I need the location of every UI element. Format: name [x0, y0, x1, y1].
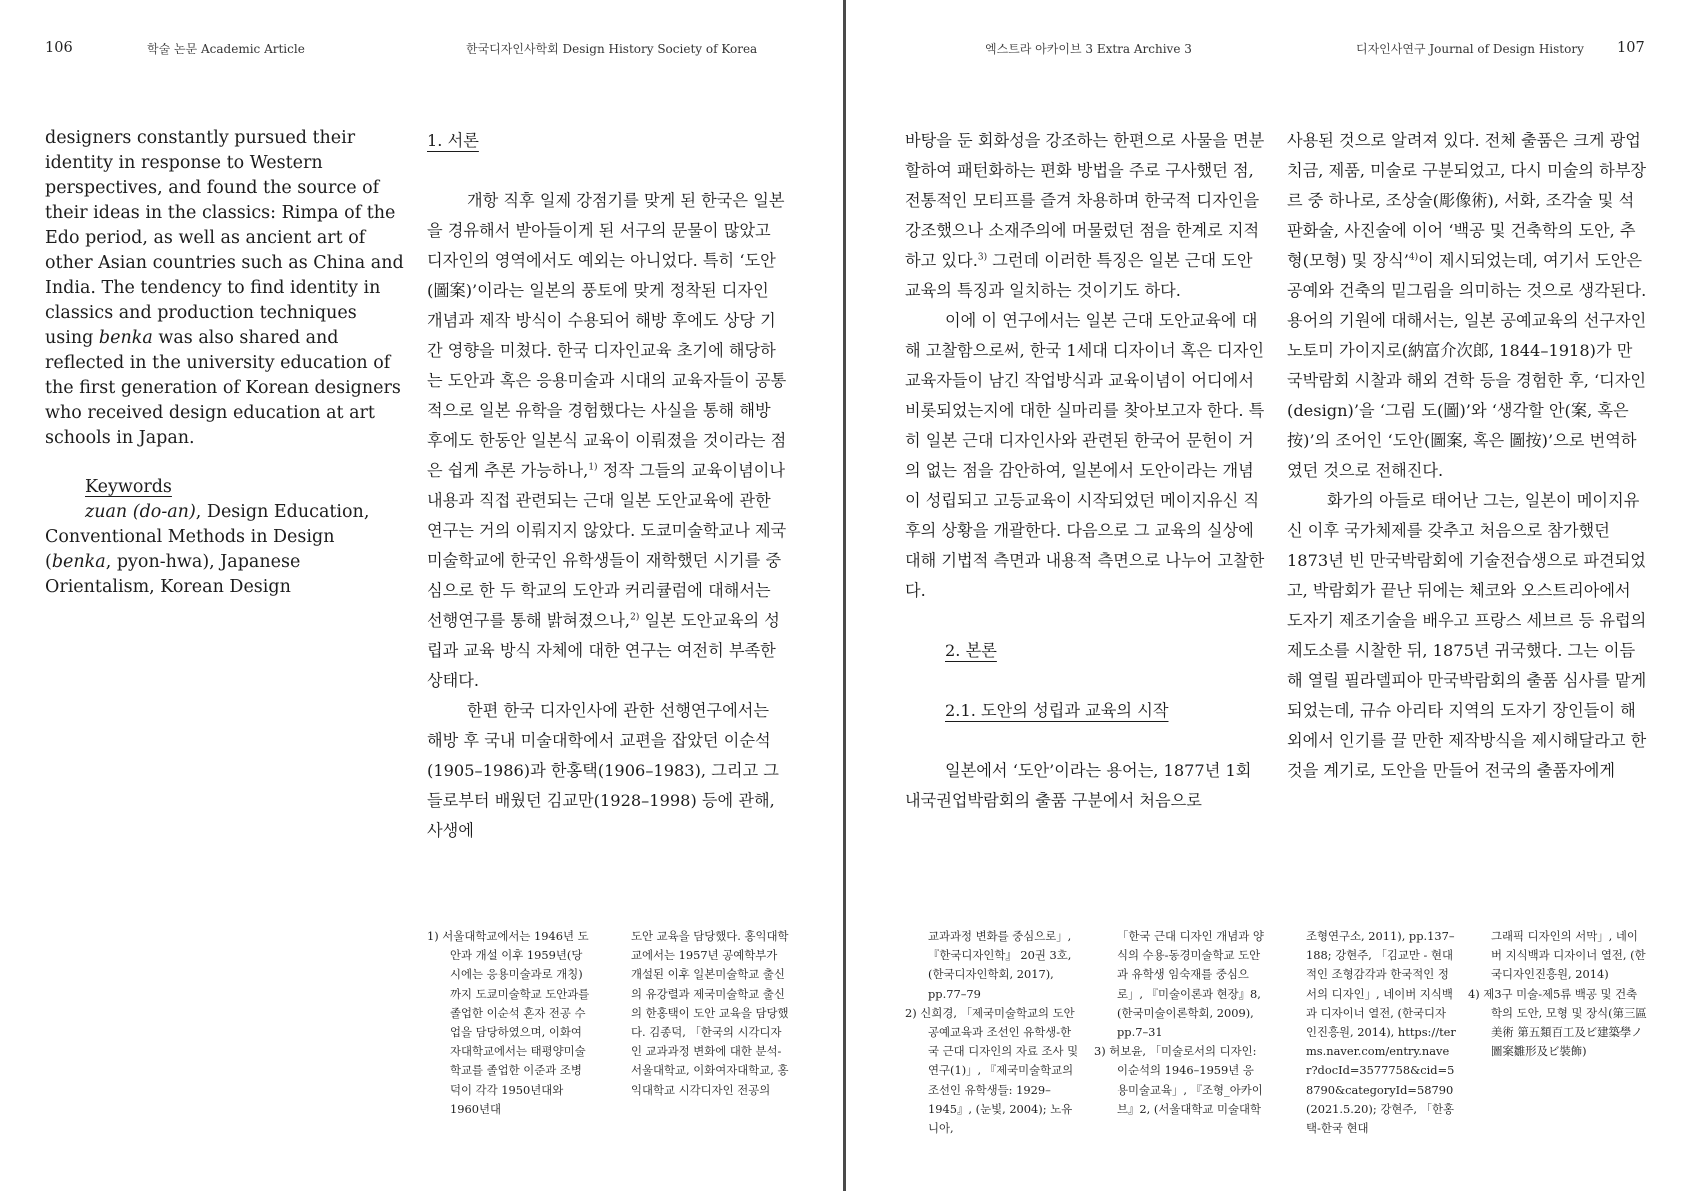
footnote-2: 2) 신희경, 「제국미술학교의 도안공예교육과 조선인 유학생-한국 근대 디자인의 자료 조사 및 연구(1)」, 『제국미술학교의 조선인 유학생들: 1929–1945』, (눈빛, 2004); 노유니아,	[905, 1005, 1079, 1136]
footnote-column-5	[1306, 927, 1456, 1138]
section-heading-main: 2. 본론	[945, 641, 997, 660]
body-paragraph-5: 일본에서 ‘도안’이라는 용어는, 1877년 1회 내국권업박람회의 출품 구분에서 처음으로	[905, 761, 1252, 810]
keywords-list: zuan (do-an), Design Education, Conventional Methods in Design (benka, pyon-hwa), Japanese Orientalism, Korean Design	[45, 502, 370, 597]
subsection-heading: 2.1. 도안의 성립과 교육의 시작	[945, 701, 1169, 720]
footnote-ref-4[interactable]: 4)	[1408, 252, 1419, 263]
footnote-1-end: 교과과정 변화를 중심으로」, 『한국디자인학』 20권 3호, (한국디자인학회, 2017), pp.77–79	[928, 929, 1072, 1001]
running-head-left: 학술 논문 Academic Article	[147, 42, 305, 56]
korean-body-column	[427, 126, 789, 846]
korean-body-column-2	[1287, 126, 1647, 786]
right-page	[846, 0, 1689, 1191]
footnote-3-continued: 조형연구소, 2011), pp.137–188; 강현주, 「김교만 - 현대적인 조형감각과 한국적인 정서의 디자인」, 네이버 지식백과 디자이너 열전, (한국디자인진흥원, 2014), https://terms.naver.com/entry.naver?docId=3577758&cid=58790&categoryId=58790 (2021.5.20); 강현주, 「한홍택-한국 현대	[1306, 929, 1456, 1136]
keywords-heading: Keywords	[85, 477, 172, 497]
footnote-2-continued: 「한국 근대 디자인 개념과 양식의 수용-동경미술학교 도안과 유학생 임숙재를 중심으로」, 『미술이론과 현장』8, (한국미술이론학회, 2009), pp.7–31	[1117, 929, 1264, 1040]
body-paragraph-1: 개항 직후 일제 강점기를 맞게 된 한국은 일본을 경유해서 받아들이게 된 서구의 문물이 많았고 디자인의 영역에서도 예외는 아니었다. 특히 ‘도안(圖案)’이라는 일본의 풍토에 맞게 정착된 디자인 개념과 제작 방식이 수용되어 해방 후에도 상당 기간 영향을 미쳤다. 한국 디자인교육 초기에 해당하는 도안과 혹은 응용미술과 시대의 교육자들이 공통적으로 일본 유학을 경험했다는 사실을 통해 해방 후에도 한동안 일본식 교육이 이뤄졌을 것이라는 점은 쉽게 추론 가능하나,$^{1)}$ 정작 그들의 교육이념이나 내용과 직접 관련되는 근대 일본 도안교육에 관한 연구는 거의 이뤄지지 않았다. 도쿄미술학교나 제국미술학교에 한국인 유학생들이 재학했던 시기를 중심으로 한 두 학교의 도안과 커리큘럼에 대해서는 선행연구를 통해 밝혀졌으나,$^{2)}$ 일본 도안교육의 성립과 교육 방식 자체에 대한 연구는 여전히 부족한 상태다.	[427, 191, 787, 690]
footnote-4: 4) 제3구 미술-제5류 백공 및 건축학의 도안, 모형 및 장식(第三區美術 第五類百工及ビ建築學ノ圖案雛形及ビ裝飾)	[1468, 986, 1647, 1059]
body-paragraph-7: 화가의 아들로 태어난 그는, 일본이 메이지유신 이후 국가체제를 갖추고 처음으로 참가했던 1873년 빈 만국박람회에 기술전습생으로 파견되었고, 박람회가 끝난 뒤에는 체코와 오스트리아에서 도자기 제조기술을 배우고 프랑스 세브르 등 유럽의 제도소를 시찰한 뒤, 1875년 귀국했다. 그는 이듬해 열릴 필라델피아 만국박람회의 출품 심사를 맡게 되었는데, 규슈 아리타 지역의 도자기 장인들이 해외에서 인기를 끌 만한 제작방식을 제시해달라고 한 것을 계기로, 도안을 만들어 전국의 출품자에게	[1287, 491, 1647, 780]
page-number-left: 106	[45, 40, 73, 56]
running-head-center-left: 한국디자인사학회 Design History Society of Korea	[466, 42, 758, 56]
footnote-3-end: 그래픽 디자인의 서막」, 네이버 지식백과 디자이너 열전, (한국디자인진흥원, 2014)	[1491, 929, 1646, 982]
footnote-1-continued: 도안 교육을 담당했다. 홍익대학교에서는 1957년 공예학부가 개설된 이후 일본미술학교 출신의 유강렬과 제국미술학교 출신의 한홍택이 도안 교육을 담당했다. 김종덕, 「한국의 시각디자인 교과과정 변화에 대한 분석-서울대학교, 이화여자대학교, 홍익대학교 시각디자인 전공의	[631, 929, 789, 1097]
footnote-column-3	[905, 927, 1080, 1138]
body-paragraph-2: 한편 한국 디자인사에 관한 선행연구에서는 해방 후 국내 미술대학에서 교편을 잡았던 이순석(1905–1986)과 한홍택(1906–1983), 그리고 그들로부터 배웠던 김교만(1928–1998) 등에 관해, 사생에	[427, 701, 779, 840]
body-paragraph-3: 바탕을 둔 회화성을 강조하는 한편으로 사물을 면분할하여 패턴화하는 편화 방법을 주로 구사했던 점, 전통적인 모티프를 즐겨 차용하며 한국적 디자인을 강조했으나 소재주의에 머물렀던 점을 한계로 지적하고 있다.$^{3)}$ 그런데 이러한 특징은 일본 근대 도안교육의 특징과 일치하는 것이기도 하다.	[905, 131, 1265, 300]
korean-body-column-1	[905, 126, 1265, 816]
footnote-3: 3) 허보윤, 「미술로서의 디자인: 이순석의 1946–1959년 응용미술교육」, 『조형_아카이브』2, (서울대학교 미술대학	[1094, 1044, 1263, 1116]
footnote-column-6	[1468, 927, 1648, 1061]
footnote-column-2	[631, 927, 791, 1100]
english-abstract-column	[45, 126, 405, 600]
footnote-ref-3[interactable]: 3)	[977, 252, 988, 263]
left-page	[0, 0, 843, 1191]
footnote-column-4	[1094, 927, 1264, 1119]
running-head-right: 디자인사연구 Journal of Design History	[1356, 42, 1584, 56]
running-head-center-right: 엑스트라 아카이브 3 Extra Archive 3	[985, 42, 1192, 56]
footnote-ref-1[interactable]: 1)	[588, 462, 598, 473]
body-paragraph-4: 이에 이 연구에서는 일본 근대 도안교육에 대해 고찰함으로써, 한국 1세대 디자이너 혹은 디자인 교육자들이 남긴 작업방식과 교육이념이 어디에서 비롯되었는지에 대한 실마리를 찾아보고자 한다. 특히 일본 근대 디자인사와 관련된 한국어 문헌이 거의 없는 점을 감안하여, 일본에서 도안이라는 개념이 성립되고 고등교육이 시작되었던 메이지유신 직후의 상황을 개괄한다. 다음으로 그 교육의 실상에 대해 기법적 측면과 내용적 측면으로 나누어 고찰한다.	[905, 311, 1265, 600]
footnote-column-1	[427, 927, 592, 1119]
section-heading-introduction: 1. 서론	[427, 131, 479, 150]
footnote-1: 1) 서울대학교에서는 1946년 도안과 개설 이후 1959년(당시에는 응용미술과로 개칭)까지 도쿄미술학교 도안과를 졸업한 이순석 혼자 전공 수업을 담당하였으며, 이화여자대학교에서는 태평양미술학교를 졸업한 이준과 조병덕이 각각 1950년대와 1960년대	[427, 929, 590, 1116]
page-number-right: 107	[1617, 40, 1645, 56]
body-paragraph-6: 사용된 것으로 알려져 있다. 전체 출품은 크게 광업치금, 제품, 미술로 구분되었고, 다시 미술의 하부장르 중 하나로, 조상술(彫像術), 서화, 조각술 및 석판화술, 사진술에 이어 ‘백공 및 건축학의 도안, 추형(모형) 및 장식’$^{4)}$이 제시되었는데, 여기서 도안은 공예와 건축의 밑그림을 의미하는 것으로 생각된다. 용어의 기원에 대해서는, 일본 공예교육의 선구자인 노토미 가이지로(納富介次郎, 1844–1918)가 만국박람회 시찰과 해외 견학 등을 경험한 후, ‘디자인(design)’을 ‘그림 도(圖)’와 ‘생각할 안(案, 혹은 按)’의 조어인 ‘도안(圖案, 혹은 圖按)’으로 번역하였던 것으로 전해진다.	[1287, 131, 1647, 480]
abstract-paragraph: designers constantly pursued their identity in response to Western perspectives, and found the source of their ideas in the classics: Rimpa of the Edo period, as well as ancient art of other Asian countries such as China and India. The tendency to find identity in classics and production techniques using benka was also shared and reflected in the university education of the first generation of Korean designers who received design education at art schools in Japan.	[45, 128, 404, 448]
footnote-ref-2[interactable]: 2)	[630, 612, 640, 623]
